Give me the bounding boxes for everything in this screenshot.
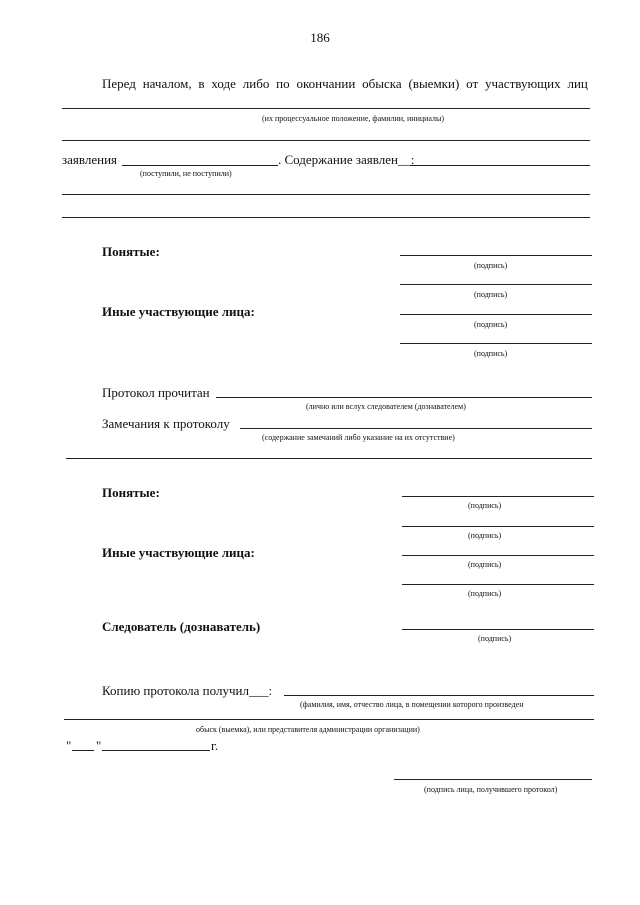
statements-content-label: . Содержание заявлен__: (278, 152, 415, 167)
signature-caption: (подпись) (468, 589, 502, 598)
signature-line-6 (402, 526, 594, 527)
protocol-read-line (216, 397, 592, 398)
signature-caption: (подпись) (474, 320, 508, 329)
copy-received-line-2 (64, 719, 594, 720)
signature-line-1 (400, 255, 592, 256)
date-month-line (102, 750, 210, 751)
signature-caption: (подпись) (468, 560, 502, 569)
receiver-signature-line (394, 779, 592, 780)
intro-sentence (102, 76, 588, 92)
intro-word: обыска (362, 76, 402, 91)
signature-line-3 (400, 314, 592, 315)
intro-word: окончании (296, 76, 356, 91)
copy-received-label: Копию протокола получил___: (102, 683, 273, 698)
intro-word: либо (242, 76, 270, 91)
signature-line-5 (402, 496, 594, 497)
participants-caption: (их процессуальное положение, фамилии, инициалы) (262, 114, 445, 123)
intro-word: (выемки) (408, 76, 460, 91)
intro-word: Перед (102, 76, 136, 91)
participants-line-1 (62, 108, 590, 109)
signature-line-2 (400, 284, 592, 285)
signature-line-7 (402, 555, 594, 556)
protocol-read-label: Протокол прочитан (102, 385, 210, 400)
intro-word: в (198, 76, 205, 91)
intro-word: лиц (567, 76, 588, 91)
signature-caption: (подпись) (468, 531, 502, 540)
signature-caption: (подпись) (468, 501, 502, 510)
date-quote-open: " (66, 738, 72, 753)
statements-label: заявления (62, 152, 118, 167)
investigator-label: Следователь (дознаватель) (102, 619, 261, 634)
intro-word: началом, (142, 76, 192, 91)
statements-line-2 (62, 194, 590, 195)
intro-word: участвующих (485, 76, 561, 91)
signature-line-8 (402, 584, 594, 585)
date-year-suffix: г. (211, 738, 219, 753)
protocol-read-caption: (лично или вслух следователем (дознавателем) (306, 402, 466, 411)
statements-line-3 (62, 217, 590, 218)
statements-content-line (410, 165, 590, 166)
copy-search-caption: обыск (выемка), или представителя администрации организации) (196, 725, 420, 734)
intro-word: от (466, 76, 479, 91)
copy-received-line (284, 695, 594, 696)
other-participants-label-1: Иные участвующие лица: (102, 304, 255, 319)
statements-received-line (122, 165, 278, 166)
date-quote-close: " (96, 738, 102, 753)
signature-caption: (подпись) (478, 634, 512, 643)
statements-received-caption: (поступили, не поступили) (140, 169, 232, 178)
remarks-line (240, 428, 592, 429)
witnesses-label-1: Понятые: (102, 244, 160, 259)
remarks-line-2 (66, 458, 592, 459)
intro-word: ходе (211, 76, 236, 91)
page-number: 186 (310, 30, 330, 45)
signature-caption: (подпись) (474, 349, 508, 358)
copy-name-caption: (фамилия, имя, отчество лица, в помещении которого произведен (300, 700, 524, 709)
signature-caption: (подпись) (474, 261, 508, 270)
other-participants-label-2: Иные участвующие лица: (102, 545, 255, 560)
signature-line-4 (400, 343, 592, 344)
participants-line-2 (62, 140, 590, 141)
remarks-label: Замечания к протоколу (102, 416, 230, 431)
remarks-caption: (содержание замечаний либо указание на их отсутствие) (262, 433, 455, 442)
intro-word: по (276, 76, 290, 91)
signature-caption: (подпись) (474, 290, 508, 299)
receiver-signature-caption: (подпись лица, получившего протокол) (424, 785, 558, 794)
date-day-line (72, 750, 94, 751)
witnesses-label-2: Понятые: (102, 485, 160, 500)
investigator-signature-line (402, 629, 594, 630)
